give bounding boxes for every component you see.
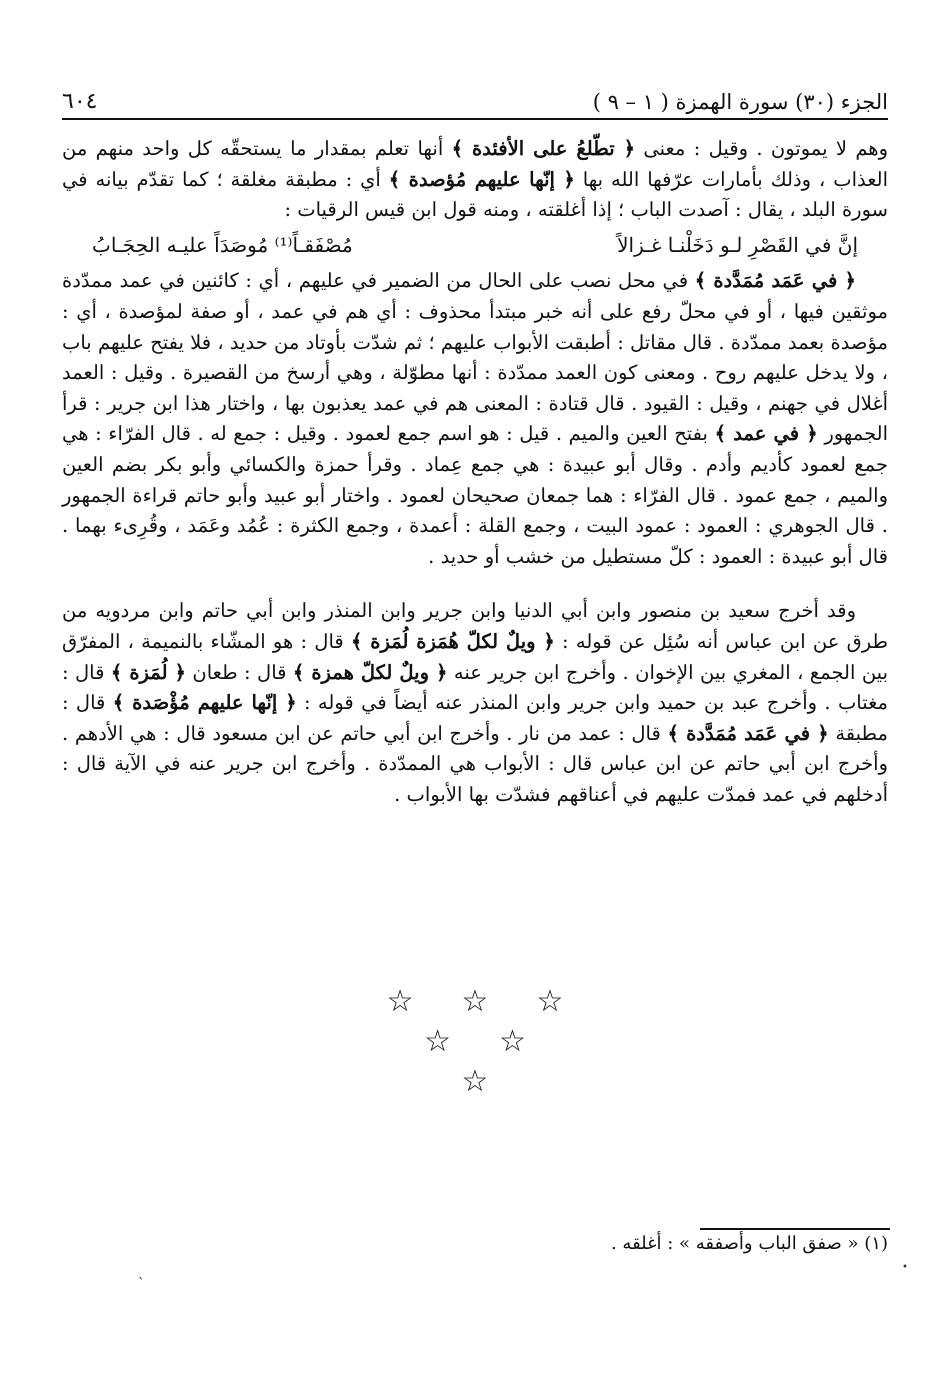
text-run: بفتح العين والميم . قيل : هو اسم جمع لعمود . وقيل : جمع له . قال الفرّاء : هي جمع لعمود كأديم وأدم . وقال أبو عبيدة : هي جمع عِماد . وقرأ حمزة والكسائي وأبو بكر بضم العين والميم ، جمع عمود . قال الفرّاء : هما جمعان صحيحان لعمود . واختار أبو عبيد وأبو حاتم قراءة الجمهور . قال الجوهري : العمود : عمود البيت ، وجمع القلة : أعمدة ، وجمع الكثرة : عُمُد وعَمَد ، وقُرِىء بهما . قال أبو عبيدة : العمود : كلّ مستطيل من خشب أو حديد . xyxy=(62,422,888,568)
text-run: قال : مطبقة xyxy=(62,691,888,745)
quran-quote: ﴿ ويلٌ لكلّ همزة ﴾ xyxy=(292,660,448,684)
star-row-1 xyxy=(0,982,950,1022)
footnote-separator xyxy=(700,1228,890,1230)
text-run: قال : هو المشّاء بالنميمة ، المفرّق بين الجمع ، المغري بين الإخوان . وأخرج ابن جرير عنه xyxy=(62,629,888,684)
paragraph-3 xyxy=(62,596,888,810)
paragraph-1 xyxy=(62,134,888,226)
star-icon: ☆ xyxy=(424,1024,451,1059)
star-icon: ☆ xyxy=(536,984,564,1019)
text-run: قال : طعان xyxy=(185,660,293,684)
text-run: قال : مغتاب . وأخرج عبد بن حميد وابن جرير وابن المنذر عنه أيضاً في قوله : xyxy=(62,660,888,715)
star-icon: ☆ xyxy=(386,984,414,1019)
quran-quote: ﴿ في عَمَد مُمَدَّدة ﴾ xyxy=(694,269,856,293)
quran-quote: ﴿ ويلٌ لكلّ هُمَزة لُمَزة ﴾ xyxy=(350,629,555,653)
verse-first-half: إنَّ في القَصْرِ لـو دَخَلْنـا غـزالاً xyxy=(617,232,858,257)
text-run: في محل نصب على الحال من الضمير في عليهم ، أي : كائنين في عمد ممدّدة موثقين فيها ، أو في محلّ رفع على أنه خبر مبتدأ محذوف : أي هم في عمد ، أو صفة لمؤصدة ، أي : مؤصدة بعمد ممدّدة . قال مقاتل : أطبقت الأبواب عليهم ؛ ثم شدّت بأوتاد من حديد ، فلا يفتح عليهم باب ، ولا يدخل عليهم روح . ومعنى كون العمد ممدّدة : أنها مطوّلة ، وهي أرسخ من القصيرة . وقيل : العمد أغلال في جهنم ، وقيل : القيود . قال قتادة : المعنى هم في عمد يعذبون بها ، واختار هذا ابن جرير : قرأ الجمهور xyxy=(62,269,889,446)
text-run: أنها تعلم بمقدار ما يستحقّه كل واحد منهم من العذاب ، وذلك بأمارات عرّفها الله بها xyxy=(62,137,888,191)
quran-quote: ﴿ في عَمَد مُمَدَّدة ﴾ xyxy=(667,721,829,745)
text-run: وقد أخرج سعيد بن منصور وابن أبي الدنيا وابن جرير وابن المنذر وابن أبي حاتم وابن مردويه من طرق عن ابن عباس أنه سُئِل عن قوله : xyxy=(62,599,888,653)
poetry-verse xyxy=(92,230,858,261)
main-text xyxy=(62,134,888,810)
text-run: قال : عمد من نار . وأخرج ابن أبي حاتم عن ابن مسعود قال : هي الأدهم . وأخرج ابن أبي حاتم عن ابن عباس قال : الأبواب هي الممدّدة . وأخرج ابن جرير عنه في الآية قال : أدخلهم في عمد فمدّت عليهم في أعناقهم فشدّت بها الأبواب . xyxy=(62,721,889,806)
quran-quote: ﴿ إنّها عليهم مُؤْصَدة ﴾ xyxy=(112,691,297,715)
text-run: أي : مطبقة مغلقة ؛ كما تقدّم بيانه في سورة البلد ، يقال : آصدت الباب ؛ إذا أغلقته ، ومنه قول ابن قيس الرقيات : xyxy=(62,167,888,222)
quran-quote: ﴿ لُمَزة ﴾ xyxy=(110,660,186,684)
verse-second-half: مُصْفَقـاً⁽¹⁾ مُوصَدَاً عليـه الحِجَـابُ xyxy=(92,232,353,257)
scan-mark: ˋ xyxy=(138,1276,145,1292)
section-divider-stars xyxy=(0,982,950,1102)
star-icon: ☆ xyxy=(461,1064,489,1099)
quran-quote: ﴿ تطّلعُ على الأفئدة ﴾ xyxy=(451,137,636,160)
paragraph-gap xyxy=(62,572,888,596)
star-row-3 xyxy=(0,1062,950,1102)
star-icon: ☆ xyxy=(461,984,489,1019)
star-icon: ☆ xyxy=(499,1024,526,1059)
star-row-2 xyxy=(0,1022,950,1062)
paragraph-2 xyxy=(62,266,888,572)
footnote: (١) « صفق الباب وأصفقه » : أغلقه . xyxy=(610,1233,888,1254)
scan-dot: • xyxy=(902,1262,908,1273)
running-header xyxy=(62,80,888,120)
page-number: ٦٠٤ xyxy=(62,89,98,114)
quran-quote: ﴿ في عمد ﴾ xyxy=(714,422,818,446)
quran-quote: ﴿ إنّها عليهم مُؤصدة ﴾ xyxy=(388,167,575,191)
running-title: الجزء (٣٠) سورة الهمزة ( ١ – ٩ ) xyxy=(592,90,888,114)
text-run: وهم لا يموتون . وقيل : معنى xyxy=(635,137,889,160)
